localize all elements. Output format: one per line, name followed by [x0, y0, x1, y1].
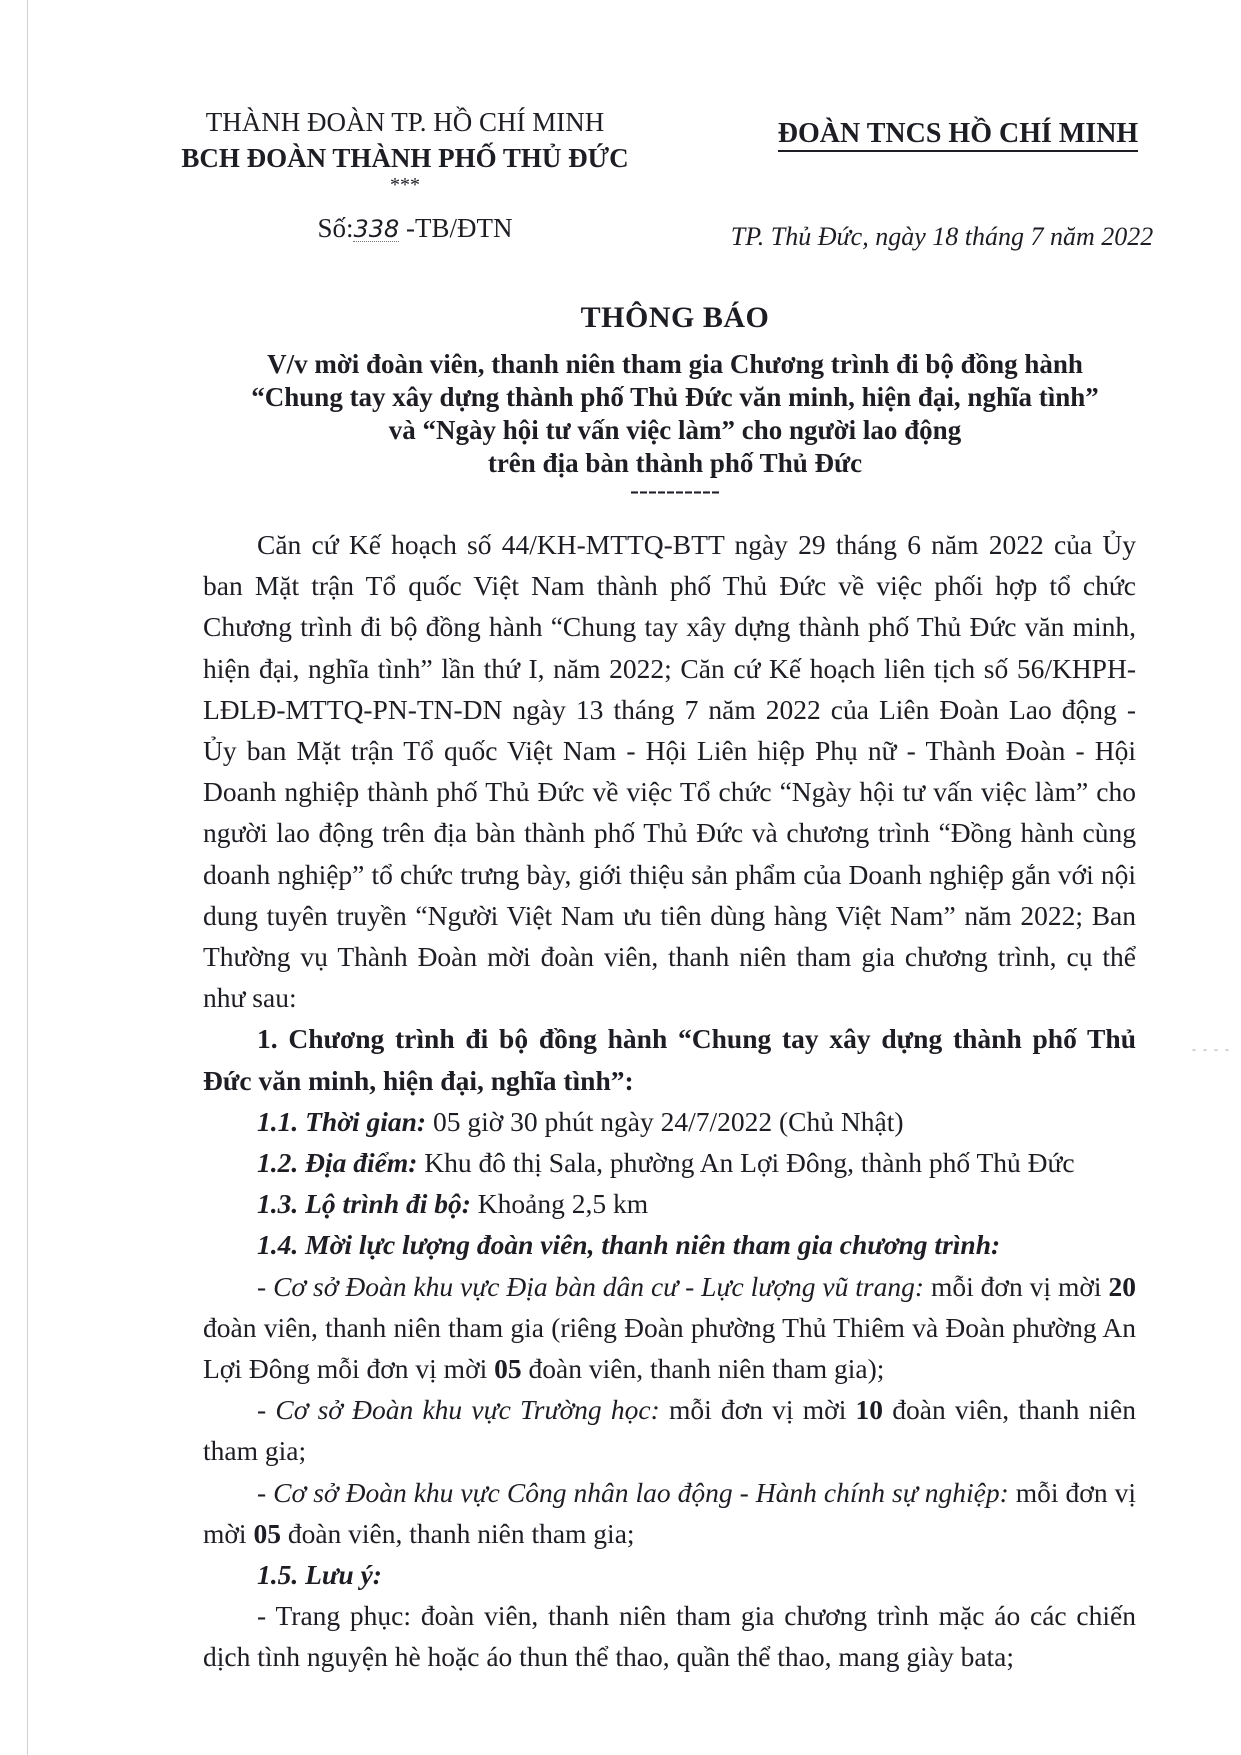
item-1-5: 1.5. Lưu ý:: [257, 1559, 382, 1591]
document-number: [140, 210, 670, 246]
subject-line: V/v mời đoàn viên, thanh niên tham gia Chương trình đi bộ đồng hành: [267, 349, 1083, 379]
bullet-count: 20: [1108, 1270, 1136, 1302]
bullet-label: - Cơ sở Đoàn khu vực Địa bàn dân cư - Lực lượng vũ trang:: [257, 1270, 925, 1302]
document-body: [203, 524, 1136, 1678]
item-value: Khoảng 2,5 km: [470, 1188, 649, 1220]
bullet-workers: [203, 1472, 1136, 1554]
section-1-heading: 1. Chương trình đi bộ đồng hành “Chung tay xây dựng thành phố Thủ Đức văn minh, hiện đại, nghĩa tình”:: [203, 1023, 1136, 1096]
bullet-text: mỗi đơn vị mời: [659, 1394, 856, 1426]
item-label: 1.3. Lộ trình đi bộ:: [257, 1188, 471, 1220]
bullet-text: mỗi đơn vị mời: [924, 1270, 1109, 1302]
bullet-text: mỗi đơn vị mời: [203, 1476, 1136, 1549]
issuer-parent-org: THÀNH ĐOÀN TP. HỒ CHÍ MINH: [205, 107, 605, 137]
issue-date: TP. Thủ Đức, ngày 18 tháng 7 năm 2022: [730, 222, 1154, 251]
item-value: 05 giờ 30 phút ngày 24/7/2022 (Chủ Nhật): [426, 1105, 904, 1137]
subject-line: “Chung tay xây dựng thành phố Thủ Đức văn minh, hiện đại, nghĩa tình”: [251, 382, 1099, 412]
subject-line: và “Ngày hội tư vấn việc làm” cho người lao động: [388, 415, 962, 445]
bullet-label: - Cơ sở Đoàn khu vực Công nhân lao động - Hành chính sự nghiệp:: [257, 1476, 1009, 1508]
bullet-text: đoàn viên, thanh niên tham gia;: [280, 1517, 635, 1549]
document-title: THÔNG BÁO: [580, 301, 770, 334]
union-name-block: [758, 118, 1158, 150]
bullet-schools: [203, 1389, 1136, 1471]
item-label: 1.2. Địa điểm:: [257, 1147, 418, 1179]
intro-paragraph: Căn cứ Kế hoạch số 44/KH-MTTQ-BTT ngày 29 tháng 6 năm 2022 của Ủy ban Mặt trận Tổ quốc Việt Nam thành phố Thủ Đức về việc phối hợp tổ chức Chương trình đi bộ đồng hành “Chung tay xây dựng thành phố Thủ Đức văn minh, hiện đại, nghĩa tình” lần thứ I, năm 2022; Căn cứ Kế hoạch liên tịch số 56/KHPH-LĐLĐ-MTTQ-PN-TN-DN ngày 13 tháng 7 năm 2022 của Liên Đoàn Lao động - Ủy ban Mặt trận Tổ quốc Việt Nam - Hội Liên hiệp Phụ nữ - Thành Đoàn - Hội Doanh nghiệp thành phố Thủ Đức về việc Tổ chức “Ngày hội tư vấn việc làm” cho người lao động trên địa bàn thành phố Thủ Đức và chương trình “Đồng hành cùng doanh nghiệp” tổ chức trưng bày, giới thiệu sản phẩm của Doanh nghiệp gắn với nội dung tuyên truyền “Người Việt Nam ưu tiên dùng hàng Việt Nam” năm 2022; Ban Thường vụ Thành Đoàn mời đoàn viên, thanh niên tham gia chương trình, cụ thể như sau:: [203, 529, 1136, 1014]
item-label: 1.1. Thời gian:: [257, 1105, 427, 1137]
bullet-count: 05: [253, 1517, 281, 1549]
docno-handwritten-number: 338: [353, 215, 400, 243]
issuer-stars: ***: [390, 174, 420, 196]
bullet-count: 05: [494, 1353, 522, 1385]
bullet-count: 10: [855, 1394, 884, 1426]
docno-prefix: Số:: [317, 213, 354, 243]
item-1-1: [203, 1101, 1136, 1142]
bullet-text: đoàn viên, thanh niên tham gia);: [521, 1353, 885, 1385]
item-1-2: [203, 1142, 1136, 1183]
bullet-text: đoàn viên, thanh niên tham gia (riêng Đoàn phường Thủ Thiêm và Đoàn phường An Lợi Đông mỗi đơn vị mời: [203, 1311, 1136, 1385]
subject-separator: ----------: [630, 475, 720, 505]
issuer-block: [140, 104, 670, 246]
bullet-residential: [203, 1266, 1136, 1390]
bullet-text: đoàn viên, thanh niên tham gia;: [203, 1394, 1136, 1467]
subject-line: trên địa bàn thành phố Thủ Đức: [487, 448, 863, 478]
union-name: ĐOÀN TNCS HỒ CHÍ MINH: [778, 118, 1138, 152]
issuer-org: BCH ĐOÀN THÀNH PHỐ THỦ ĐỨC: [181, 143, 629, 173]
docno-suffix: -TB/ĐTN: [406, 213, 513, 243]
item-1-4: 1.4. Mời lực lượng đoàn viên, thanh niên tham gia chương trình:: [257, 1229, 1001, 1261]
document-subject: [140, 348, 1210, 505]
scan-edge-line: [27, 0, 28, 1755]
bullet-label: - Cơ sở Đoàn khu vực Trường học:: [257, 1394, 660, 1426]
note-dress-code: - Trang phục: đoàn viên, thanh niên tham gia chương trình mặc áo các chiến dịch tình nguyện hè hoặc áo thun thể thao, quần thể thao, mang giày bata;: [203, 1600, 1136, 1673]
item-value: Khu đô thị Sala, phường An Lợi Đông, thành phố Thủ Đức: [417, 1147, 1075, 1179]
scan-mark: - - - -: [1192, 1042, 1231, 1056]
item-1-3: [203, 1183, 1136, 1224]
